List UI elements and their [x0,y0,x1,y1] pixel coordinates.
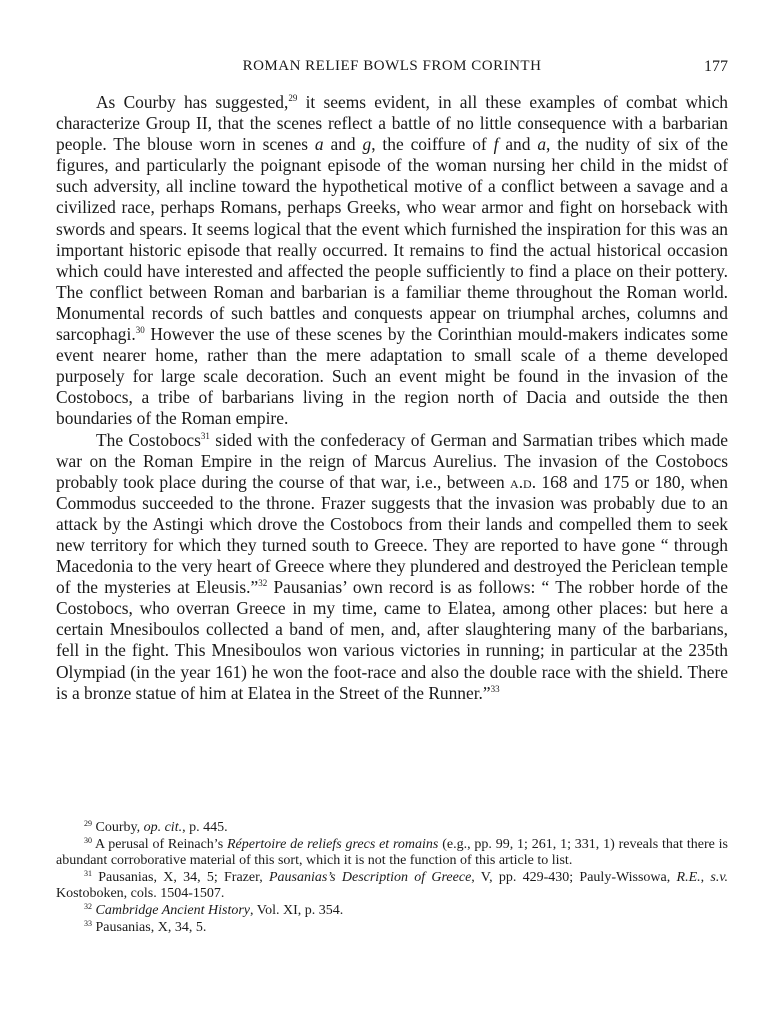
page-number: 177 [704,58,728,75]
paragraph-1: As Courby has suggested,$^{29}$ it seems evident, in all these examples of combat which characterize Group II, that the scenes reflect a battle of no little consequence with a barbarian people. The blouse worn in scenes a and g, the coiffure of f and a, the nudity of six of the figures, and particularly the poignant episode of the woman nursing her child in the midst of such adversity, all incline toward the hypothetical motive of a conflict between a savage and a civilized race, perhaps Romans, perhaps Greeks, who wear armor and fight on horseback with swords and spears. It seems logical that the event which furnished the inspiration for this was an important historic episode that really occurred. It remains to find the actual historical occasion which could have interested and affected the people sufficiently to find a place on their pottery. The conflict between Roman and barbarian is a familiar theme throughout the Roman world. Monumental records of such battles and conquests appear on triumphal arches, columns and sarcophagi.$^{30}$ However the use of these scenes by the Corinthian mould-makers indicates some event nearer home, rather than the mere adaptation to small scale of a theme developed purposely for large scale decoration. Such an event might be found in the invasion of the Costobocs, a tribe of barbarians living in the region north of Dacia and outside the then boundaries of the Roman empire. [56,92,728,429]
running-head: ROMAN RELIEF BOWLS FROM CORINTH [242,58,542,74]
footnote-ref-30[interactable]: 30 [135,325,145,336]
footnote-29: $^{29}$ Courby, op. cit., p. 445. [84,819,228,835]
page-header [56,58,728,80]
footnote-31: $^{31}$ Pausanias, X, 34, 5; Frazer, Pausanias’s Description of Greece, V, pp. 429-430; Pauly-Wissowa, R.E., s.v. Kostoboken, cols. 1504-1507. [56,868,729,902]
body-text [56,92,728,704]
footnote-ref-32[interactable]: 32 [258,578,268,589]
footnote-ref-33[interactable]: 33 [490,683,500,694]
footnotes [56,820,728,936]
paragraph-2: The Costobocs$^{31}$ sided with the confederacy of German and Sarmatian tribes which made war on the Roman Empire in the reign of Marcus Aurelius. The invasion of the Costobocs probably took place during the course of that war, i.e., between a.d. 168 and 175 or 180, when Commodus succeeded to the throne. Frazer suggests that the invasion was probably due to an attack by the Astingi which drove the Costobocs from their lands and compelled them to seek new territory for which they turned south to Greece. They are reported to have gone “ through Macedonia to the very heart of Greece where they plundered and destroyed the Periclean temple of the mysteries at Eleusis.”$^{32}$ Pausanias’ own record is as follows: “ The robber horde of the Costobocs, who overran Greece in my time, came to Elatea, among other places: but here a certain Mnesiboulos collected a band of men, and, after slaughtering many of the barbarians, fell in the fight. This Mnesiboulos won various victories in running; in particular at the 235th Olympiad (in the year 161) he won the foot-race and also the double race with the shield. There is a bronze statue of him at Elatea in the Street of the Runner.”$^{33}$ [56,429,728,703]
footnote-33: $^{33}$ Pausanias, X, 34, 5. [84,918,207,935]
footnote-ref-31[interactable]: 31 [200,430,210,441]
footnote-32: $^{32}$ Cambridge Ancient History, Vol. XI, p. 354. [84,901,344,918]
footnote-ref-29[interactable]: 29 [288,93,298,103]
footnote-30: $^{30}$ A perusal of Reinach’s Répertoire de reliefs grecs et romains (e.g., pp. 99, 1; 261, 1; 331, 1) reveals that there is abundant corroborative material of this sort, which it is not the function of this article to list. [56,835,728,869]
